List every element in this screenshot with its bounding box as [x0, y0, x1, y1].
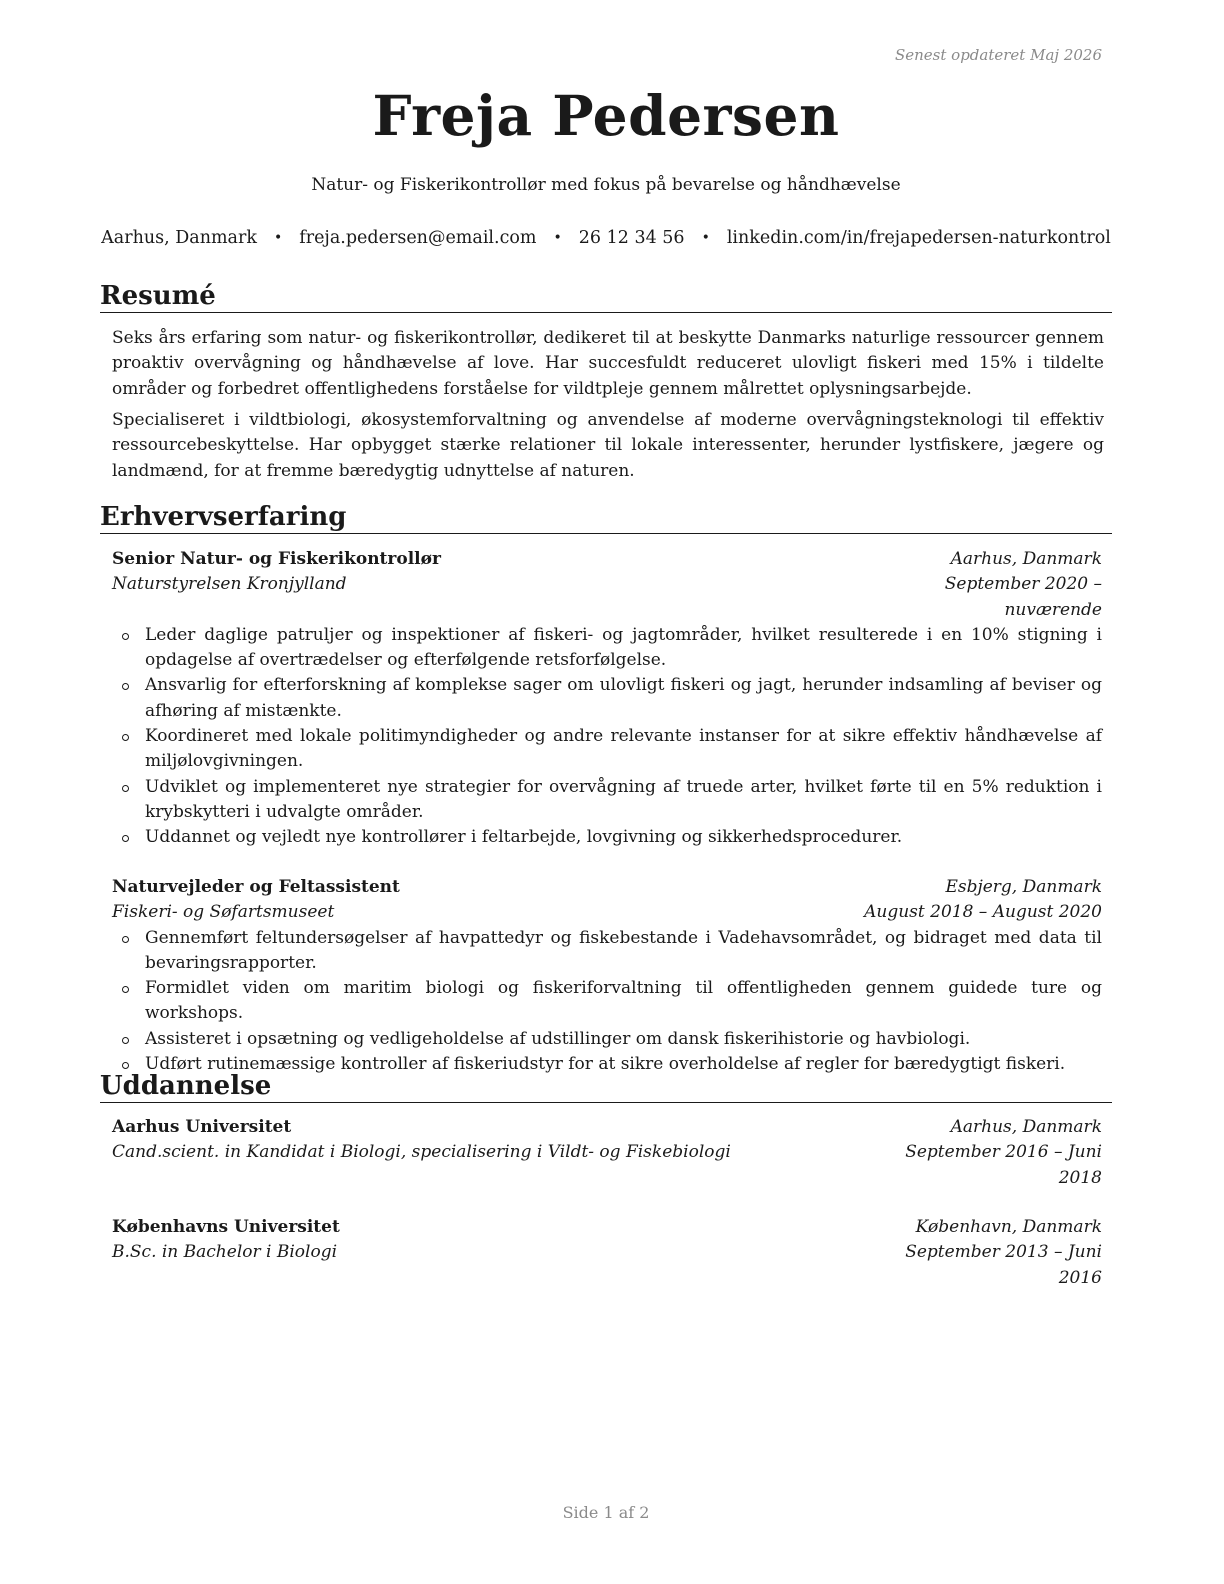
job-location: Aarhus, Danmark [950, 549, 1102, 569]
candidate-name: Freja Pedersen [372, 83, 840, 148]
circle-bullet-icon [122, 986, 129, 993]
job-dates: September 2020 – nuværende [944, 574, 1102, 620]
summary-paragraph: Specialiseret i vildtbiologi, økosystemforvaltning og anvendelse af moderne overvågningsteknologi til effektiv ressourcebeskyttelse. Har opbygget stærke relationer til lokale interessenter, herunder lystfiskere, jægere og landmænd, for at fremme bæredygtig udnyttelse af naturen. [112, 410, 1104, 481]
circle-bullet-icon [122, 734, 129, 741]
school-location: København, Danmark [915, 1217, 1102, 1237]
job-dates: August 2018 – August 2020 [864, 902, 1102, 923]
circle-bullet-icon [122, 1062, 129, 1069]
school-name: Aarhus Universitet [112, 1117, 292, 1137]
job-role: Naturvejleder og Feltassistent [112, 877, 400, 897]
education-entry [112, 1215, 1102, 1291]
job-role: Senior Natur- og Fiskerikontrollør [112, 549, 441, 569]
degree: Cand.scient. in Kandidat i Biologi, specialisering i Vildt- og Fiskebiologi [112, 1142, 731, 1163]
tagline: Natur- og Fiskerikontrollør med fokus på bevarelse og håndhævelse [311, 175, 901, 195]
bullet-separator-icon: • [553, 230, 562, 246]
circle-bullet-icon [122, 683, 129, 690]
job-entry [112, 875, 1102, 1077]
summary-paragraph: Seks års erfaring som natur- og fiskerikontrollør, dedikeret til at beskytte Danmarks naturlige ressourcer gennem proaktiv overvågning og håndhævelse af love. Har succesfuldt reduceret ulovligt fiskeri med 15% i tildelte områder og forbedret offentlighedens forståelse for vildtpleje gennem målrettet oplysningsarbejde. [112, 328, 1104, 399]
list-item: Uddannet og vejledt nye kontrollører i feltarbejde, lovgivning og sikkerhedsprocedurer. [112, 825, 1102, 850]
contact-email[interactable]: freja.pedersen@email.com [299, 228, 537, 248]
school-dates: September 2016 – Juni 2018 [905, 1142, 1102, 1188]
section-title-experience: Erhvervserfaring [100, 504, 1112, 534]
contact-phone: 26 12 34 56 [578, 228, 685, 248]
list-item: Leder daglige patruljer og inspektioner af fiskeri- og jagtområder, hvilket resulterede i en 10% stigning i opdagelse af overtrædelser og efterfølgende retsforfølgelse. [112, 623, 1102, 674]
school-name: Københavns Universitet [112, 1217, 340, 1237]
bullet-separator-icon: • [701, 230, 710, 246]
list-item: Udført rutinemæssige kontroller af fiskeriudstyr for at sikre overholdelse af regler for bæredygtigt fiskeri. [112, 1052, 1102, 1077]
list-item: Koordineret med lokale politimyndigheder og andre relevante instanser for at sikre effektiv håndhævelse af miljølovgivningen. [112, 724, 1102, 775]
circle-bullet-icon [122, 835, 129, 842]
list-item: Udviklet og implementeret nye strategier for overvågning af truede arter, hvilket førte til en 5% reduktion i krybskytteri i udvalgte områder. [112, 775, 1102, 826]
contact-linkedin[interactable]: linkedin.com/in/frejapedersen-naturkontrol [726, 228, 1111, 248]
circle-bullet-icon [122, 1037, 129, 1044]
contact-location: Aarhus, Danmark [101, 228, 257, 248]
circle-bullet-icon [122, 936, 129, 943]
job-org: Naturstyrelsen Kronjylland [112, 574, 347, 595]
list-item: Gennemført feltundersøgelser af havpattedyr og fiskebestande i Vadehavsområdet, og bidraget med data til bevaringsrapporter. [112, 926, 1102, 977]
job-bullets [112, 926, 1102, 1078]
last-updated: Senest opdateret Maj 2026 [894, 46, 1102, 64]
section-title-education: Uddannelse [100, 1073, 1112, 1103]
section-title-summary: Resumé [100, 283, 1112, 313]
job-org: Fiskeri- og Søfartsmuseet [112, 902, 335, 923]
list-item: Assisteret i opsætning og vedligeholdelse af udstillinger om dansk fiskerihistorie og havbiologi. [112, 1027, 1102, 1052]
job-bullets [112, 623, 1102, 851]
bullet-separator-icon: • [273, 230, 283, 246]
education-entry [112, 1115, 1102, 1191]
list-item: Formidlet viden om maritim biologi og fiskeriforvaltning til offentligheden gennem guidede ture og workshops. [112, 976, 1102, 1027]
school-location: Aarhus, Danmark [950, 1117, 1102, 1137]
degree: B.Sc. in Bachelor i Biologi [112, 1242, 338, 1263]
contact-bar [100, 228, 1112, 248]
resume-page [100, 0, 1112, 1584]
circle-bullet-icon [122, 633, 129, 640]
page-number: Side 1 af 2 [562, 1503, 650, 1522]
job-entry [112, 547, 1102, 851]
list-item: Ansvarlig for efterforskning af komplekse sager om ulovligt fiskeri og jagt, herunder indsamling af beviser og afhøring af mistænkte. [112, 673, 1102, 724]
school-dates: September 2013 – Juni 2016 [905, 1242, 1102, 1288]
job-location: Esbjerg, Danmark [945, 877, 1102, 897]
circle-bullet-icon [122, 785, 129, 792]
